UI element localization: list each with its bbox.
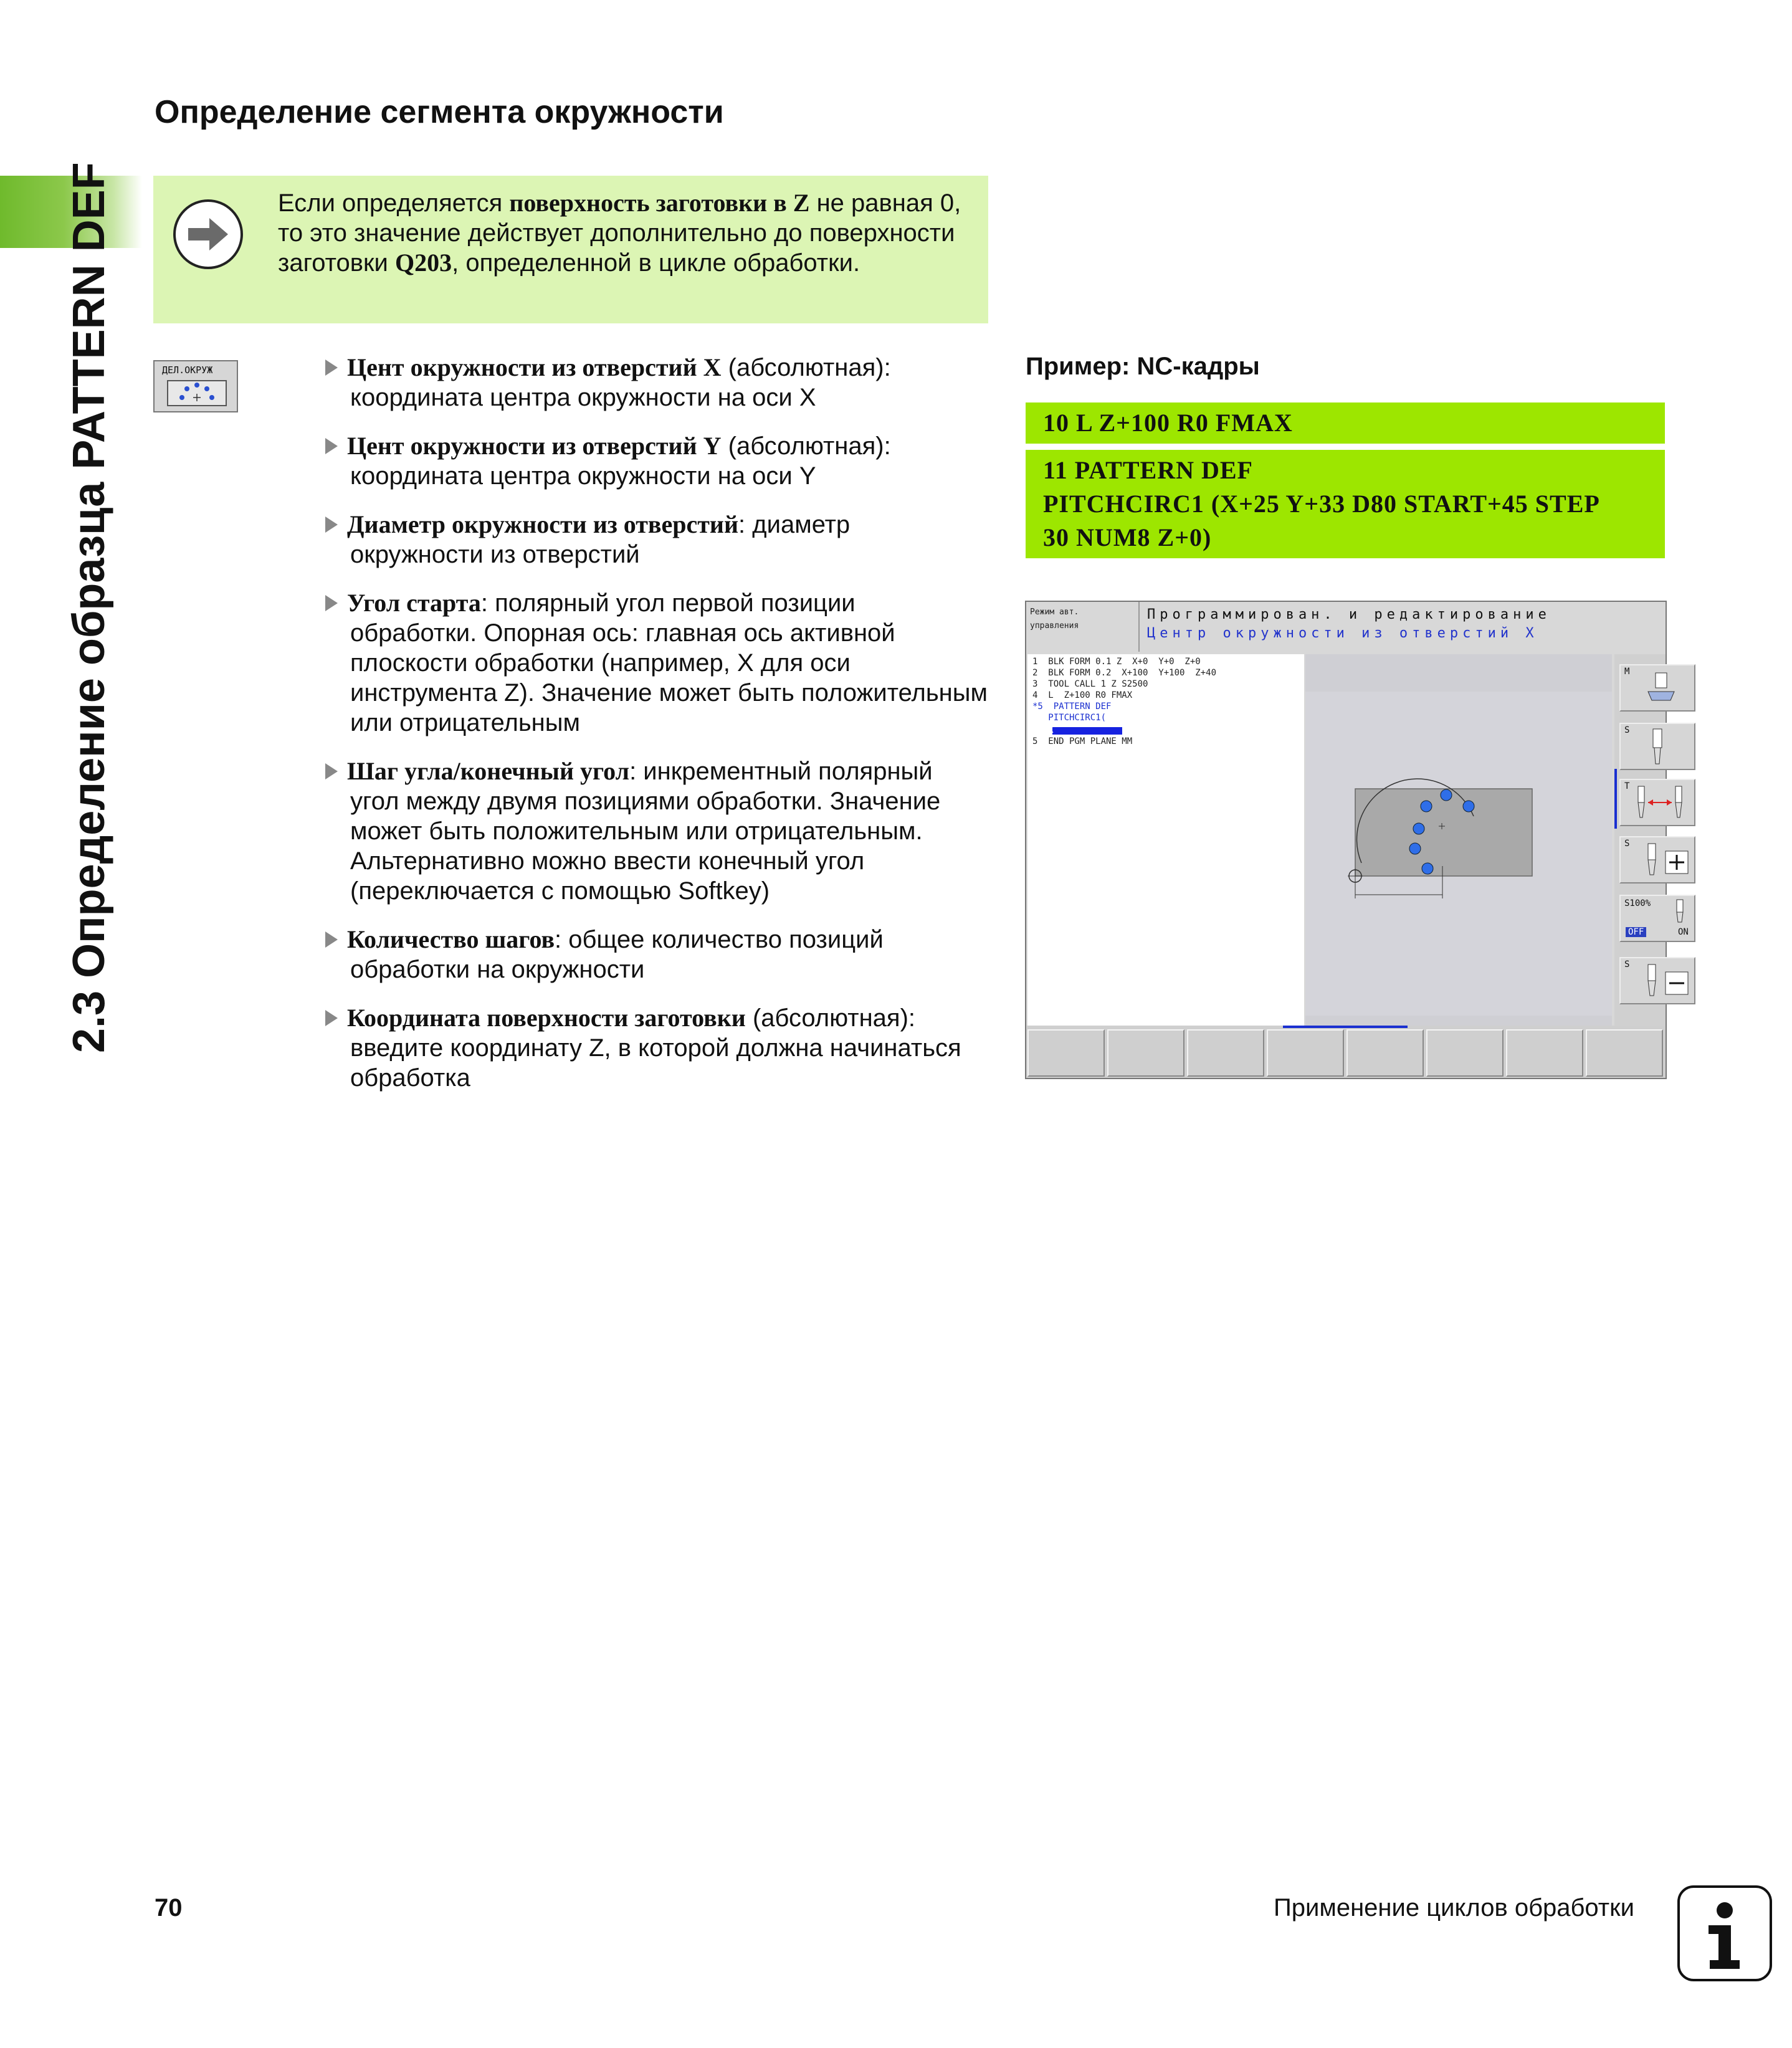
param-description: обработки на окружности [350, 956, 645, 983]
softkey-label: ДЕЛ.ОКРУЖ [162, 364, 213, 376]
key-label: T [1624, 781, 1630, 791]
softkey-2[interactable] [1107, 1029, 1184, 1077]
pitch-circle-softkey[interactable] [153, 360, 238, 412]
key-label: S [1624, 725, 1630, 735]
softkey-3[interactable] [1187, 1029, 1264, 1077]
list-item [325, 510, 998, 569]
spindle-icon [1639, 670, 1683, 708]
section-title-vertical: 2.3 Определение образца PATTERN DEF [64, 162, 114, 1053]
program-panel [1027, 654, 1304, 1026]
screen-title: Программирован. и редактирование [1147, 607, 1551, 622]
param-text: (абсолютная): [721, 354, 891, 381]
graphics-panel [1305, 654, 1612, 1026]
spindle-minus-icon [1626, 962, 1694, 1002]
param-name: Количество шагов [347, 925, 555, 953]
page-number: 70 [155, 1894, 183, 1922]
program-line: 4 L Z+100 R0 FMAX [1032, 690, 1133, 700]
key-label: S [1624, 960, 1630, 969]
softkey-5[interactable] [1346, 1029, 1424, 1077]
example-heading: Пример: NC-кадры [1026, 353, 1260, 380]
program-line: 5 END PGM PLANE MM [1032, 736, 1133, 746]
triangle-bullet-icon [325, 1010, 338, 1026]
screen-dialog-prompt: Центр окружности из отверстий X [1147, 626, 1538, 641]
info-icon [1677, 1885, 1772, 1981]
tool-exchange-key[interactable] [1619, 779, 1695, 826]
param-name: Диаметр окружности из отверстий [347, 510, 739, 538]
note-text [278, 188, 982, 278]
list-item [325, 756, 998, 906]
spindle-minus-key[interactable] [1619, 957, 1695, 1004]
program-line: 2 BLK FORM 0.2 X+100 Y+100 Z+40 [1032, 668, 1217, 678]
softkey-7[interactable] [1506, 1029, 1583, 1077]
right-softkey-bar [1614, 654, 1689, 1026]
key-label: S100% [1624, 898, 1651, 908]
footer-chapter-title: Применение циклов обработки [1274, 1894, 1634, 1922]
key-label: M [1624, 667, 1630, 677]
operating-mode [1030, 606, 1079, 633]
note-text-part: не равная 0, то это значение действует дополнительно до поверхности заготовки [278, 189, 961, 277]
control-screen [1025, 601, 1689, 1079]
list-item [325, 1003, 998, 1093]
param-text: : диаметр [738, 511, 851, 538]
spindle-plus-key[interactable] [1619, 836, 1695, 883]
param-name: Цент окружности из отверстий Y [347, 432, 722, 460]
program-line: 3 TOOL CALL 1 Z S2500 [1032, 679, 1148, 689]
param-description: введите координату Z, в которой должна начинаться обработка [350, 1034, 961, 1092]
note-text-part: Если определяется [278, 189, 510, 217]
spindle-override-key[interactable] [1619, 895, 1695, 942]
tool-icon [1642, 728, 1673, 768]
bottom-softkey-row [1026, 1026, 1666, 1078]
spindle-key[interactable] [1619, 723, 1695, 770]
param-name: Цент окружности из отверстий X [347, 353, 722, 381]
softkey-8[interactable] [1586, 1029, 1663, 1077]
input-cursor-bar[interactable] [1052, 727, 1122, 735]
note-text-part: , определенной в цикле обработки. [452, 249, 860, 277]
triangle-bullet-icon [325, 517, 338, 533]
override-off: OFF [1626, 927, 1646, 937]
softkey-4[interactable] [1267, 1029, 1344, 1077]
tool-change-icon [1629, 784, 1692, 824]
mode-line: управления [1030, 621, 1079, 631]
override-on: ON [1678, 927, 1689, 937]
param-description: координата центра окружности на оси X [350, 384, 816, 411]
param-text: : полярный угол первой позиции [480, 589, 855, 617]
page-heading: Определение сегмента окружности [155, 94, 724, 130]
program-line-input: X [1032, 725, 1054, 735]
nc-block: 10 L Z+100 R0 FMAX [1026, 402, 1665, 444]
param-name: Координата поверхности заготовки [347, 1004, 746, 1032]
program-line-active: *5 PATTERN DEF [1032, 702, 1112, 712]
nc-line-text: PITCHCIRC1 (X+25 Y+33 D80 START+45 STEP [1043, 490, 1600, 518]
program-line-active: PITCHCIRC1( [1032, 713, 1107, 723]
param-description: окружности из отверстий [350, 541, 640, 568]
param-text: (абсолютная): [721, 432, 891, 460]
triangle-bullet-icon [325, 595, 338, 611]
param-description: координата центра окружности на оси Y [350, 462, 816, 490]
note-emphasis: Q203 [395, 249, 452, 277]
mode-line: Режим авт. [1030, 607, 1079, 617]
list-item [325, 925, 998, 984]
triangle-bullet-icon [325, 438, 338, 454]
spindle-position-key[interactable] [1619, 664, 1695, 712]
triangle-bullet-icon [325, 360, 338, 376]
param-text: : общее количество позиций [555, 926, 884, 953]
param-text: (абсолютная): [745, 1004, 916, 1032]
pitch-circle-icon [167, 380, 227, 406]
param-text: : инкрементный полярный [629, 758, 933, 785]
param-name: Шаг угла/конечный угол [347, 757, 630, 785]
spindle-plus-icon [1626, 841, 1694, 881]
softkey-1[interactable] [1027, 1029, 1105, 1077]
param-name: Угол старта [347, 589, 481, 617]
key-label: S [1624, 839, 1630, 849]
softkey-6[interactable] [1426, 1029, 1504, 1077]
operating-mode-box [1026, 602, 1140, 652]
param-description: угол между двумя позициями обработки. Значение может быть положительным или отрицательным. Альтернативно можно ввести конечный угол (переключается с помощью Softkey) [350, 788, 941, 905]
note-emphasis: поверхность заготовки в Z [509, 189, 810, 217]
triangle-bullet-icon [325, 931, 338, 948]
list-item [325, 588, 998, 738]
arrow-right-icon [173, 199, 243, 269]
triangle-bullet-icon [325, 763, 338, 779]
nc-line-text: 11 PATTERN DEF [1043, 456, 1253, 484]
tool-icon [1670, 898, 1689, 923]
list-item [325, 431, 998, 491]
program-line: 1 BLK FORM 0.1 Z X+0 Y+0 Z+0 [1032, 657, 1201, 667]
list-item [325, 353, 998, 412]
param-description: обработки. Опорная ось: главная ось активной плоскости обработки (например, X для оси инструмента Z). Значение может быть положительным или отрицательным [350, 619, 988, 736]
nc-block [1026, 450, 1665, 558]
nc-line-text: 30 NUM8 Z+0) [1043, 523, 1212, 551]
